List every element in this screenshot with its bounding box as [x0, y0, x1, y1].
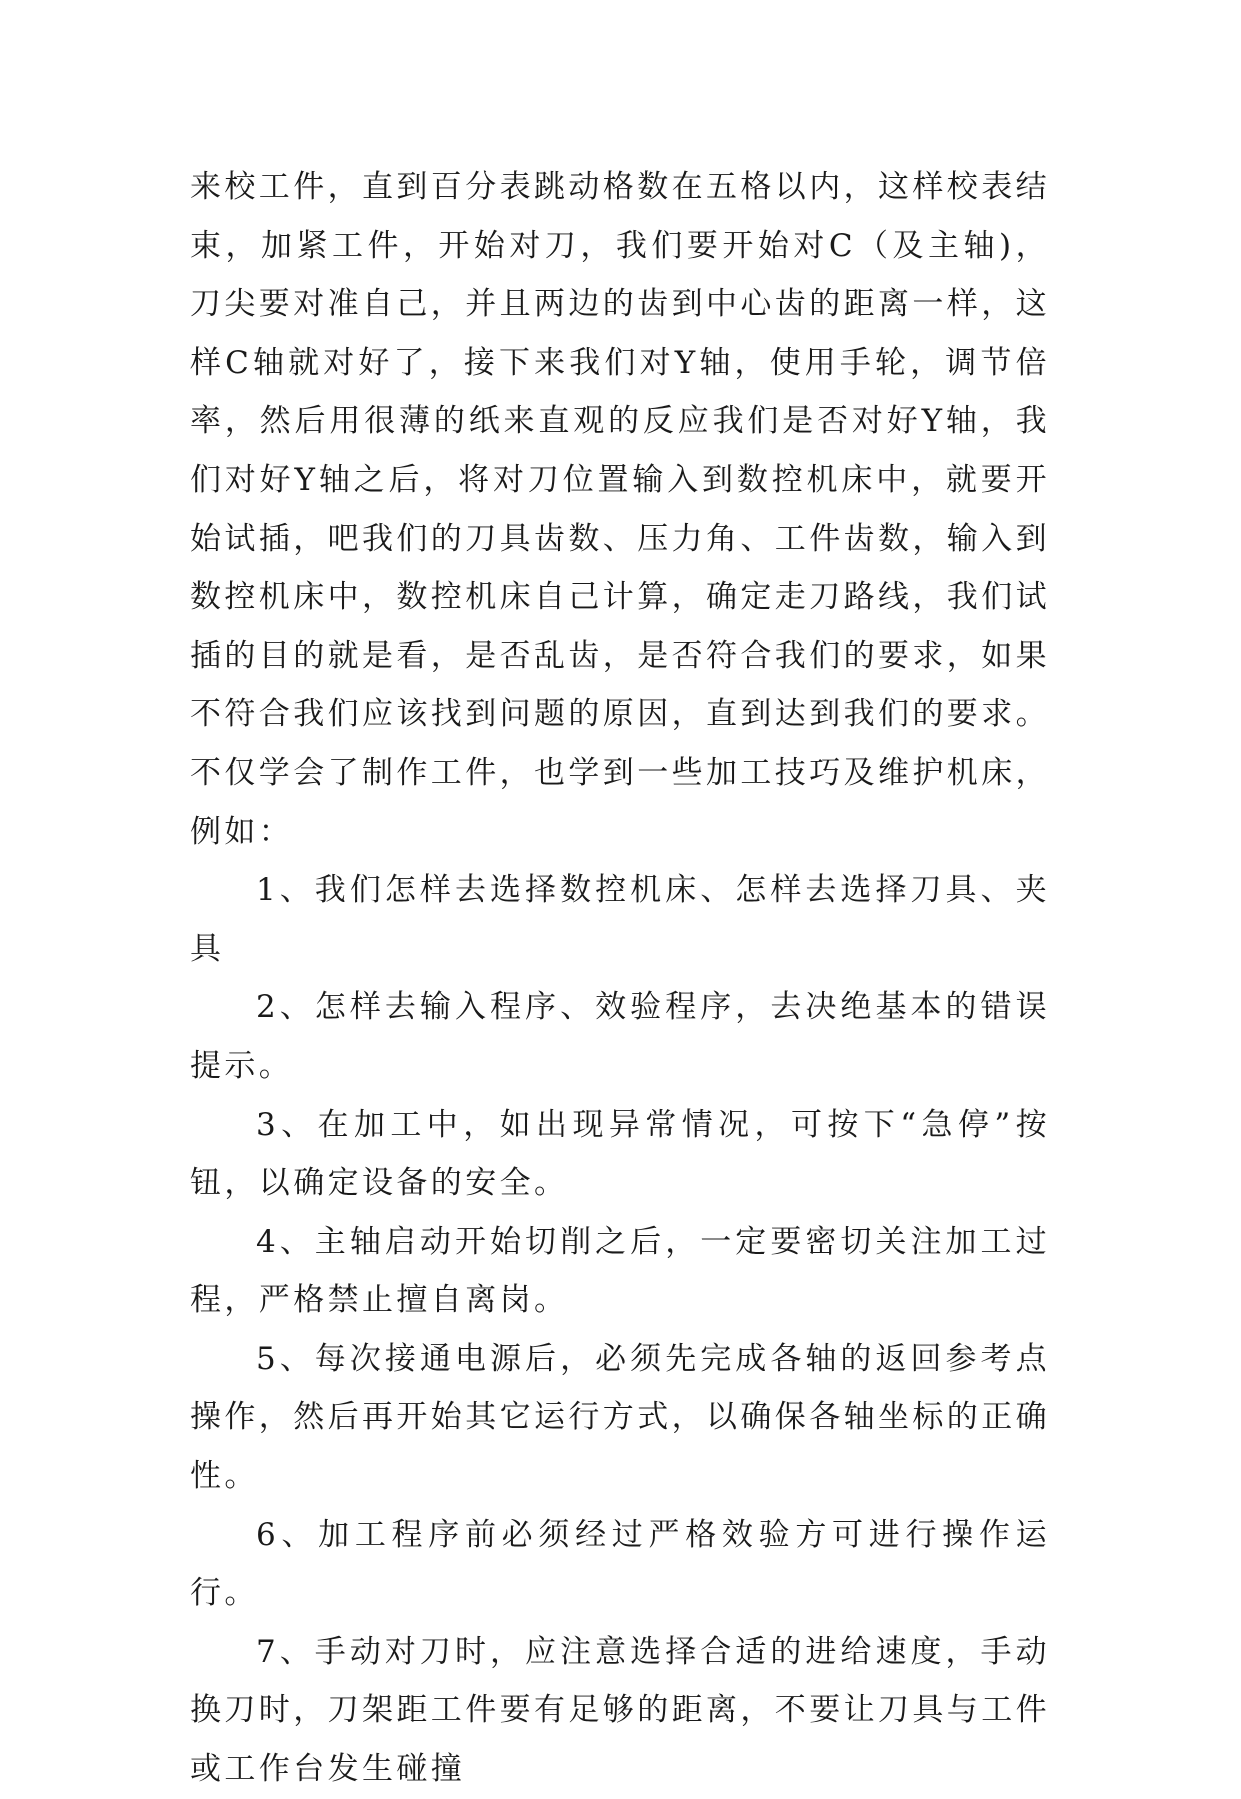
document-page: [190, 158, 1050, 1799]
list-item-6: 6、加工程序前必须经过严格效验方可进行操作运行。: [190, 1516, 1050, 1612]
list-item-2: 2、怎样去输入程序、效验程序，去决绝基本的错误提示。: [190, 989, 1050, 1084]
list-item-5: 5、每次接通电源后，必须先完成各轴的返回参考点操作，然后再开始其它运行方式，以确保各轴坐标的正确性。: [190, 1340, 1050, 1495]
paragraph-continuation: 来校工件，直到百分表跳动格数在五格以内，这样校表结束，加紧工件，开始对刀，我们要开始对C（及主轴)，刀尖要对准自己，并且两边的齿到中心齿的距离一样，这样C轴就对好了，接下来我们对Y轴，使用手轮，调节倍率，然后用很薄的纸来直观的反应我们是否对好Y轴，我们对好Y轴之后，将对刀位置输入到数控机床中，就要开始试插，吧我们的刀具齿数、压力角、工件齿数，输入到数控机床中，数控机床自己计算，确定走刀路线，我们试插的目的就是看，是否乱齿，是否符合我们的要求，如果不符合我们应该找到问题的原因，直到达到我们的要求。不仅学会了制作工件，也学到一些加工技巧及维护机床，例如：: [190, 169, 1050, 850]
list-item-1: 1、我们怎样去选择数控机床、怎样去选择刀具、夹具: [190, 872, 1050, 967]
list-item-7: 7、手动对刀时，应注意选择合适的进给速度，手动换刀时，刀架距工件要有足够的距离，不要让刀具与工件或工作台发生碰撞: [190, 1633, 1050, 1788]
list-item-3: 3、在加工中，如出现异常情况，可按下“急停”按钮，以确定设备的安全。: [190, 1106, 1050, 1202]
list-item-4: 4、主轴启动开始切削之后，一定要密切关注加工过程，严格禁止擅自离岗。: [190, 1223, 1050, 1319]
